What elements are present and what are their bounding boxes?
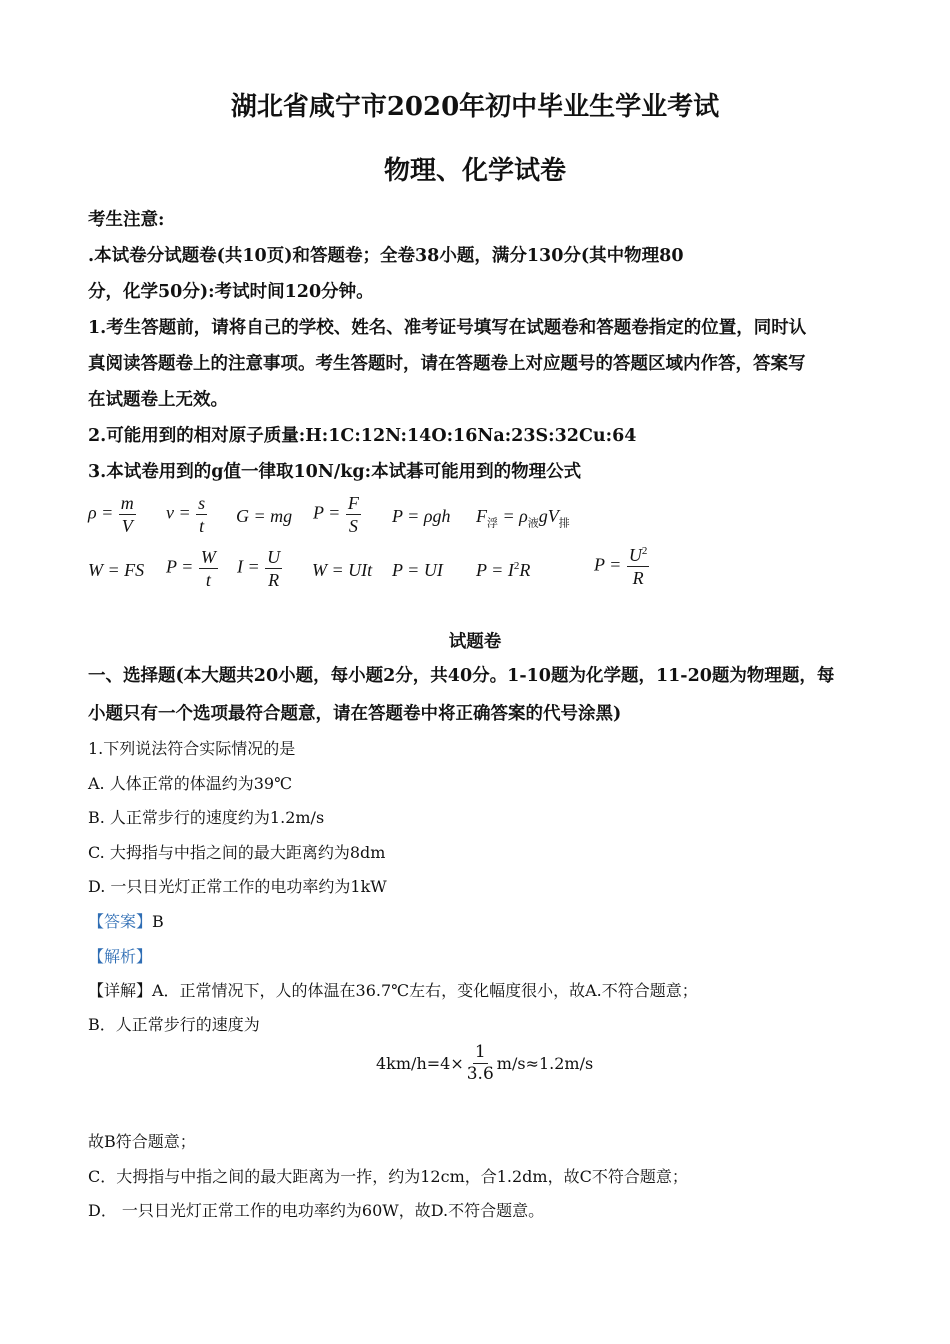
detail-line: 故B符合题意； bbox=[88, 1132, 196, 1151]
formula-power-voltage: P = $\frac{U^2}{R}$ bbox=[594, 545, 648, 588]
notice-heading: 考生注意: bbox=[88, 210, 165, 230]
question-stem: 1.下列说法符合实际情况的是 bbox=[88, 739, 296, 758]
formula-electric-power: P = UI bbox=[392, 560, 443, 580]
answer-tag: 【答案】 bbox=[88, 912, 153, 931]
notice-line: .本试卷分试题卷(共10页)和答题卷；全卷38小题，满分130分(其中物理80 bbox=[88, 246, 684, 266]
page-subtitle: 物理、化学试卷 bbox=[383, 156, 566, 186]
paper-label: 试题卷 bbox=[448, 632, 502, 652]
option-a: A. 人体正常的体温约为39℃ bbox=[88, 774, 292, 793]
formula-liquid-pressure: P = ρgh bbox=[392, 506, 451, 526]
notice-line: 1.考生答题前，请将自己的学校、姓名、准考证号填写在试题卷和答题卷指定的位置，同时认 bbox=[88, 318, 807, 338]
notice-line: 真阅读答题卷上的注意事项。考生答题时，请在答题卷上对应题号的答题区域内作答，答案写 bbox=[88, 354, 806, 374]
page-title: 湖北省咸宁市2020年初中毕业生学业考试 bbox=[230, 92, 720, 122]
formula-electric-work: W = UIt bbox=[312, 560, 373, 580]
analysis-tag: 【解析】 bbox=[88, 947, 153, 966]
formula-ohm: I = $\frac{U}{R}$ bbox=[237, 547, 281, 590]
formula-speed: v = $\frac{s}{t}$ bbox=[166, 493, 206, 536]
formula-power: P = $\frac{W}{t}$ bbox=[166, 547, 216, 590]
notice-line: 2.可能用到的相对原子质量:H:1C:12N:14O:16Na:23S:32Cu:64 bbox=[88, 426, 637, 446]
section-instructions: 小题只有一个选项最符合题意，请在答题卷中将正确答案的代号涂黑) bbox=[88, 704, 622, 724]
notice-line: 分，化学50分):考试时间120分钟。 bbox=[88, 282, 374, 302]
formula-density: ρ = $\frac{m}{V}$ bbox=[88, 493, 134, 536]
answer-line bbox=[88, 909, 164, 932]
formula-buoyancy: $F_浮 = \rho_液gV_排$ bbox=[476, 506, 570, 530]
detail-line: C．大拇指与中指之间的最大距离为一拃，约为12cm，合1.2dm，故C不符合题意； bbox=[88, 1167, 688, 1186]
formula-gravity: G = mg bbox=[236, 506, 293, 526]
calculation: 4km/h=4× $\frac{1}{3.6}$ m/s≈1.2m/s bbox=[376, 1042, 594, 1084]
formula-pressure: P = $\frac{F}{S}$ bbox=[313, 493, 359, 536]
detail-line: 【详解】A．正常情况下，人的体温在36.7℃左右，变化幅度很小，故A.不符合题意； bbox=[88, 981, 698, 1000]
answer-value: B bbox=[152, 912, 164, 931]
section-instructions: 一、选择题(本大题共20小题，每小题2分，共40分。1-10题为化学题，11-20题为物理题，每 bbox=[88, 666, 835, 686]
option-d: D. 一只日光灯正常工作的电功率约为1kW bbox=[88, 877, 387, 896]
detail-line: B．人正常步行的速度为 bbox=[88, 1015, 260, 1034]
detail-line: D． 一只日光灯正常工作的电功率约为60W，故D.不符合题意。 bbox=[88, 1201, 545, 1220]
notice-line: 在试题卷上无效。 bbox=[88, 390, 228, 410]
notice-line: 3.本试卷用到的g值一律取10N/kg:本试碁可能用到的物理公式 bbox=[88, 462, 582, 482]
formula-joule-power: $P = I^2R$ bbox=[476, 560, 531, 580]
formula-work: W = FS bbox=[88, 560, 145, 580]
option-c: C. 大拇指与中指之间的最大距离约为8dm bbox=[88, 843, 386, 862]
option-b: B. 人正常步行的速度约为1.2m/s bbox=[88, 808, 325, 827]
